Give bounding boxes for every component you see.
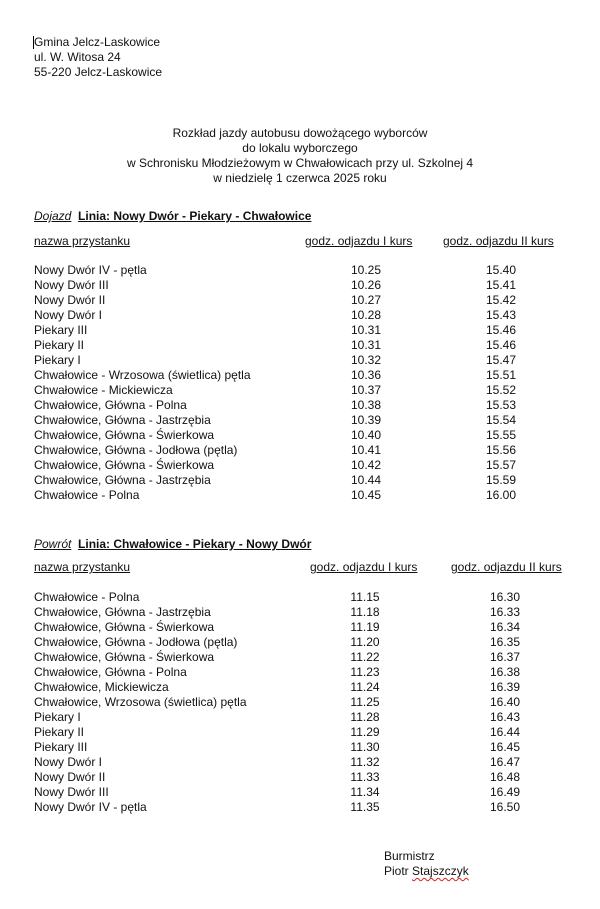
table-row — [0, 590, 600, 605]
stop-name[interactable]: Chwałowice, Główna - Jastrzębia — [34, 605, 211, 619]
table-row — [0, 293, 600, 308]
departure-run2[interactable]: 15.52 — [485, 383, 517, 397]
table-row — [0, 458, 600, 473]
stop-name[interactable]: Piekary II — [34, 338, 85, 352]
departure-run2[interactable]: 15.54 — [485, 413, 517, 427]
stop-name[interactable]: Chwałowice, Główna - Świerkowa — [34, 620, 215, 634]
departure-run2[interactable]: 16.33 — [489, 605, 521, 619]
departure-run1[interactable]: 10.39 — [350, 413, 382, 427]
stop-name[interactable]: Nowy Dwór III — [34, 785, 109, 799]
departure-run2[interactable]: 15.55 — [485, 428, 517, 442]
outbound-col-run2[interactable]: godz. odjazdu II kurs — [443, 234, 554, 248]
departure-run1[interactable]: 10.26 — [350, 278, 382, 292]
outbound-line-label[interactable]: Linia: Nowy Dwór - Piekary - Chwałowice — [78, 209, 312, 223]
stop-name[interactable]: Chwałowice, Mickiewicza — [34, 680, 169, 694]
departure-run2[interactable]: 16.40 — [489, 695, 521, 709]
table-row — [0, 770, 600, 785]
outbound-col-run1[interactable]: godz. odjazdu I kurs — [305, 234, 413, 248]
table-row — [0, 620, 600, 635]
departure-run2[interactable]: 16.35 — [489, 635, 521, 649]
departure-run2[interactable]: 15.59 — [485, 473, 517, 487]
departure-run1[interactable]: 11.33 — [350, 770, 380, 784]
table-row — [0, 398, 600, 413]
departure-run1[interactable]: 10.28 — [350, 308, 382, 322]
stop-name[interactable]: Piekary I — [34, 710, 81, 724]
departure-run2[interactable]: 15.51 — [485, 368, 517, 382]
departure-run2[interactable]: 16.37 — [489, 650, 521, 664]
table-row — [0, 755, 600, 770]
table-row — [0, 383, 600, 398]
stop-name[interactable]: Chwałowice, Główna - Świerkowa — [34, 428, 215, 442]
departure-run1[interactable]: 11.24 — [350, 680, 380, 694]
stop-name[interactable]: Nowy Dwór II — [34, 770, 106, 784]
departure-run1[interactable]: 10.41 — [350, 443, 382, 457]
stop-name[interactable]: Piekary III — [34, 323, 88, 337]
departure-run2[interactable]: 15.46 — [485, 338, 517, 352]
table-row — [0, 635, 600, 650]
departure-run1[interactable]: 11.28 — [350, 710, 380, 724]
departure-run1[interactable]: 11.15 — [350, 590, 380, 604]
signature-first-name[interactable]: Piotr — [384, 864, 409, 878]
departure-run1[interactable]: 11.18 — [350, 605, 380, 619]
document-heading — [0, 126, 600, 186]
table-row — [0, 680, 600, 695]
stop-name[interactable]: Chwałowice, Główna - Świerkowa — [34, 458, 215, 472]
return-line-label[interactable]: Linia: Chwałowice - Piekary - Nowy Dwór — [78, 537, 312, 551]
table-row — [0, 308, 600, 323]
departure-run2[interactable]: 16.39 — [489, 680, 521, 694]
sender-address — [34, 35, 162, 80]
stop-name[interactable]: Chwałowice - Wrzosowa (świetlica) pętla — [34, 368, 251, 382]
departure-run2[interactable]: 15.41 — [485, 278, 517, 292]
departure-run1[interactable]: 10.37 — [350, 383, 382, 397]
sender-name[interactable]: Gmina Jelcz-Laskowice — [34, 35, 161, 49]
departure-run2[interactable]: 16.47 — [489, 755, 521, 769]
table-row — [0, 488, 600, 503]
departure-run2[interactable]: 15.47 — [485, 353, 517, 367]
sender-street[interactable]: ul. W. Witosa 24 — [34, 50, 121, 64]
departure-run2[interactable]: 15.56 — [485, 443, 517, 457]
return-section-title — [34, 537, 311, 552]
table-row — [0, 740, 600, 755]
departure-run1[interactable]: 10.38 — [350, 398, 382, 412]
table-row — [0, 443, 600, 458]
signature-block — [384, 849, 469, 879]
return-timetable — [0, 590, 600, 815]
stop-name[interactable]: Chwałowice - Polna — [34, 590, 140, 604]
stop-name[interactable]: Chwałowice, Główna - Polna — [34, 398, 187, 412]
return-col-run2[interactable]: godz. odjazdu II kurs — [451, 560, 562, 574]
stop-name[interactable]: Chwałowice - Polna — [34, 488, 140, 502]
table-row — [0, 323, 600, 338]
departure-run2[interactable]: 16.44 — [489, 725, 521, 739]
stop-name[interactable]: Nowy Dwór II — [34, 293, 106, 307]
outbound-col-stop[interactable]: nazwa przystanku — [34, 234, 131, 248]
table-row — [0, 725, 600, 740]
table-row — [0, 353, 600, 368]
stop-name[interactable]: Piekary III — [34, 740, 88, 754]
departure-run1[interactable]: 11.35 — [350, 800, 380, 814]
stop-name[interactable]: Chwałowice, Główna - Jastrzębia — [34, 473, 211, 487]
stop-name[interactable]: Nowy Dwór III — [34, 278, 109, 292]
heading-line-2[interactable]: do lokalu wyborczego — [242, 141, 358, 155]
departure-run2[interactable]: 15.46 — [485, 323, 517, 337]
table-row — [0, 785, 600, 800]
departure-run1[interactable]: 10.42 — [350, 458, 382, 472]
departure-run2[interactable]: 15.53 — [485, 398, 517, 412]
departure-run1[interactable]: 11.29 — [350, 725, 380, 739]
departure-run2[interactable]: 15.57 — [485, 458, 517, 472]
text-cursor — [33, 36, 34, 49]
departure-run1[interactable]: 11.23 — [350, 665, 380, 679]
table-row — [0, 338, 600, 353]
departure-run2[interactable]: 16.43 — [489, 710, 521, 724]
stop-name[interactable]: Chwałowice - Mickiewicza — [34, 383, 173, 397]
sender-city[interactable]: 55-220 Jelcz-Laskowice — [34, 65, 163, 79]
table-row — [0, 428, 600, 443]
departure-run1[interactable]: 10.31 — [350, 338, 382, 352]
stop-name[interactable]: Nowy Dwór I — [34, 755, 103, 769]
return-col-stop[interactable]: nazwa przystanku — [34, 560, 131, 574]
table-row — [0, 473, 600, 488]
stop-name[interactable]: Chwałowice, Główna - Jodłowa (pętla) — [34, 443, 238, 457]
outbound-section-title — [34, 209, 311, 224]
departure-run2[interactable]: 16.38 — [489, 665, 521, 679]
stop-name[interactable]: Nowy Dwór I — [34, 308, 103, 322]
departure-run1[interactable]: 10.27 — [350, 293, 382, 307]
departure-run2[interactable]: 16.48 — [489, 770, 521, 784]
stop-name[interactable]: Nowy Dwór IV - pętla — [34, 263, 147, 277]
signature-last-name[interactable]: Stajszczyk — [412, 864, 469, 878]
stop-name[interactable]: Piekary II — [34, 725, 85, 739]
departure-run1[interactable]: 11.20 — [350, 635, 380, 649]
return-col-run1[interactable]: godz. odjazdu I kurs — [310, 560, 418, 574]
stop-name[interactable]: Chwałowice, Główna - Świerkowa — [34, 650, 215, 664]
heading-line-4[interactable]: w niedzielę 1 czerwca 2025 roku — [213, 171, 387, 185]
departure-run1[interactable]: 11.22 — [350, 650, 380, 664]
departure-run2[interactable]: 16.49 — [489, 785, 521, 799]
stop-name[interactable]: Chwałowice, Główna - Jastrzębia — [34, 413, 211, 427]
stop-name[interactable]: Chwałowice, Główna - Polna — [34, 665, 187, 679]
signature-title[interactable]: Burmistrz — [384, 849, 435, 863]
table-row — [0, 665, 600, 680]
table-row — [0, 695, 600, 710]
departure-run1[interactable]: 10.44 — [350, 473, 382, 487]
signature-name — [384, 864, 469, 879]
departure-run2[interactable]: 15.40 — [485, 263, 517, 277]
stop-name[interactable]: Piekary I — [34, 353, 81, 367]
table-row — [0, 800, 600, 815]
departure-run1[interactable]: 10.45 — [350, 488, 382, 502]
return-direction[interactable]: Powrót — [34, 537, 72, 551]
departure-run1[interactable]: 11.25 — [350, 695, 380, 709]
outbound-timetable — [0, 263, 600, 503]
heading-line-1[interactable]: Rozkład jazdy autobusu dowożącego wyborców — [172, 126, 428, 140]
table-row — [0, 278, 600, 293]
stop-name[interactable]: Nowy Dwór IV - pętla — [34, 800, 147, 814]
table-row — [0, 263, 600, 278]
departure-run2[interactable]: 16.45 — [489, 740, 521, 754]
departure-run1[interactable]: 11.19 — [350, 620, 380, 634]
table-row — [0, 605, 600, 620]
departure-run1[interactable]: 11.30 — [350, 740, 380, 754]
departure-run1[interactable]: 10.36 — [350, 368, 382, 382]
departure-run2[interactable]: 16.30 — [489, 590, 521, 604]
table-row — [0, 368, 600, 383]
departure-run1[interactable]: 10.32 — [350, 353, 382, 367]
departure-run1[interactable]: 10.31 — [350, 323, 382, 337]
departure-run2[interactable]: 15.42 — [485, 293, 517, 307]
table-row — [0, 413, 600, 428]
stop-name[interactable]: Chwałowice, Główna - Jodłowa (pętla) — [34, 635, 238, 649]
departure-run1[interactable]: 11.34 — [350, 785, 380, 799]
departure-run1[interactable]: 10.25 — [350, 263, 382, 277]
departure-run2[interactable]: 15.43 — [485, 308, 517, 322]
departure-run1[interactable]: 10.40 — [350, 428, 382, 442]
departure-run2[interactable]: 16.50 — [489, 800, 521, 814]
table-row — [0, 710, 600, 725]
departure-run2[interactable]: 16.34 — [489, 620, 521, 634]
heading-line-3[interactable]: w Schronisku Młodzieżowym w Chwałowicach przy ul. Szkolnej 4 — [126, 156, 474, 170]
outbound-direction[interactable]: Dojazd — [34, 209, 72, 223]
stop-name[interactable]: Chwałowice, Wrzosowa (świetlica) pętla — [34, 695, 247, 709]
departure-run1[interactable]: 11.32 — [350, 755, 380, 769]
departure-run2[interactable]: 16.00 — [485, 488, 517, 502]
table-row — [0, 650, 600, 665]
